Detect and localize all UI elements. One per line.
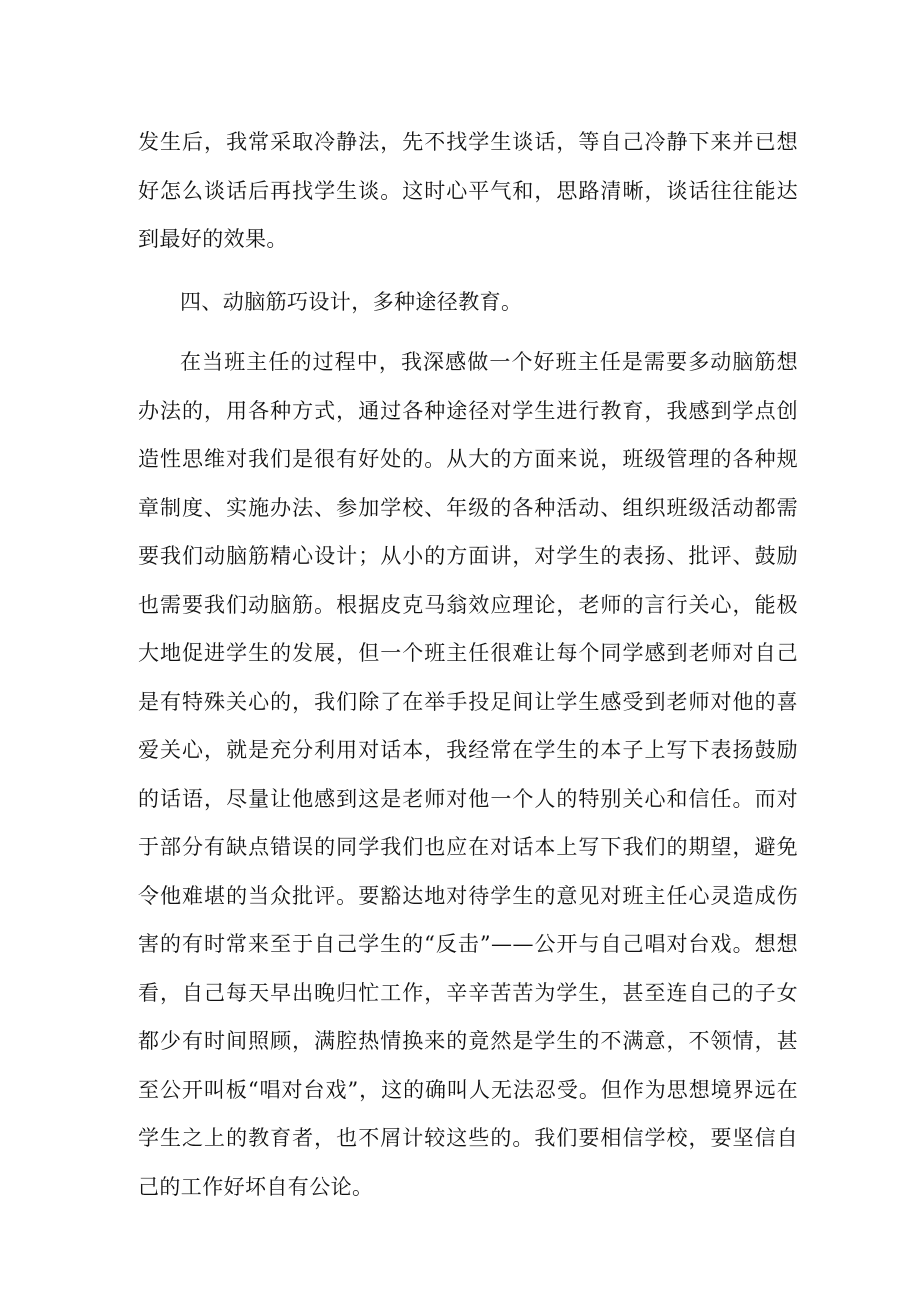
document-body [138,118,798,1211]
paragraph-body: 在当班主任的过程中，我深感做一个好班主任是需要多动脑筋想办法的，用各种方式，通过各种途径对学生进行教育，我感到学点创造性思维对我们是很有好处的。从大的方面来说，班级管理的各种规章制度、实施办法、参加学校、年级的各种活动、组织班级活动都需要我们动脑筋精心设计；从小的方面讲，对学生的表扬、批评、鼓励也需要我们动脑筋。根据皮克马翁效应理论，老师的言行关心，能极大地促进学生的发展，但一个班主任很难让每个同学感到老师对自己是有特殊关心的，我们除了在举手投足间让学生感受到老师对他的喜爱关心，就是充分利用对话本，我经常在学生的本子上写下表扬鼓励的话语，尽量让他感到这是老师对他一个人的特别关心和信任。而对于部分有缺点错误的同学我们也应在对话本上写下我们的期望，避免令他难堪的当众批评。要豁达地对待学生的意见对班主任心灵造成伤害的有时常来至于自己学生的“反击”——公开与自己唱对台戏。想想看，自己每天早出晚归忙工作，辛辛苦苦为学生，甚至连自己的子女都少有时间照顾，满腔热情换来的竟然是学生的不满意，不领情，甚至公开叫板“唱对台戏”，这的确叫人无法忍受。但作为思想境界远在学生之上的教育者，也不屑计较这些的。我们要相信学校，要坚信自己的工作好坏自有公论。 [138,350,798,1199]
paragraph-continuation: 发生后，我常采取冷静法，先不找学生谈话，等自己冷静下来并已想好怎么谈话后再找学生谈。这时心平气和，思路清晰，谈话往往能达到最好的效果。 [138,130,798,251]
section-heading: 四、动脑筋巧设计，多种途径教育。 [180,289,523,314]
